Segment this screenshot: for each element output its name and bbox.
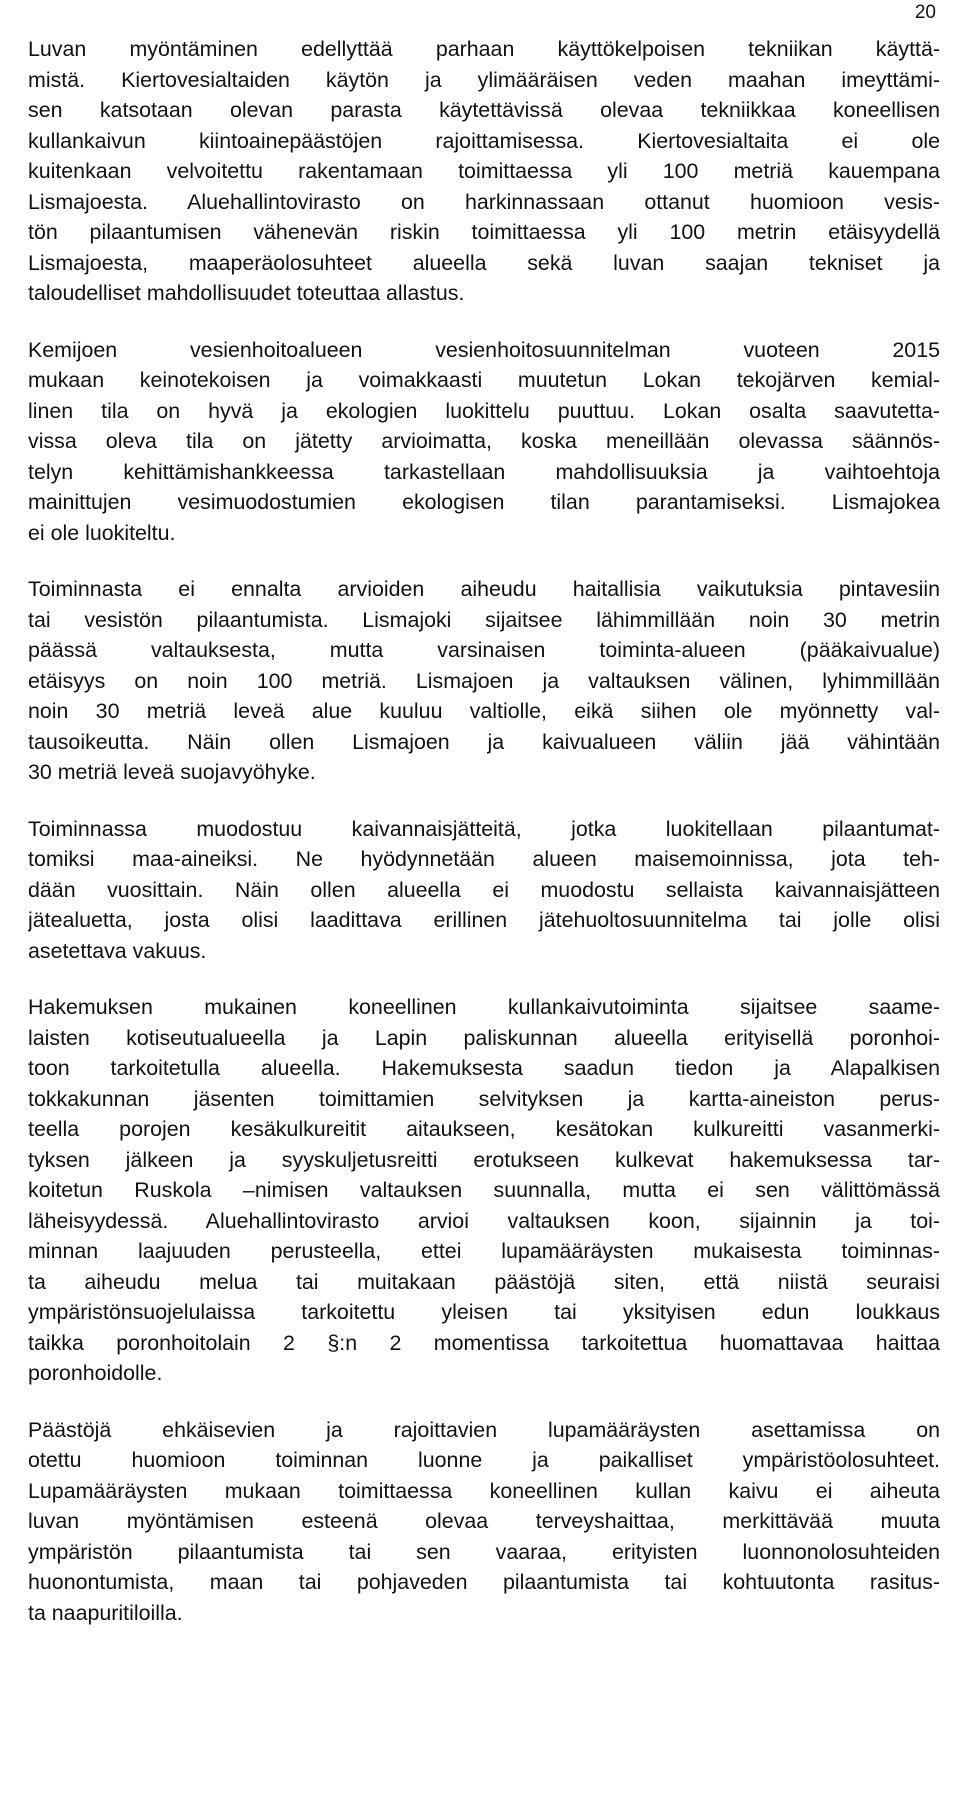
text-line: päässä valtauksesta, mutta varsinaisen toiminta-alueen (pääkaivualue): [28, 638, 940, 662]
text-line: teella porojen kesäkulkureitit aitaukseen, kesätokan kulkureitti vasanmerki-: [28, 1117, 940, 1141]
text-line: ta aiheudu melua tai muitakaan päästöjä siten, että niistä seuraisi: [28, 1269, 940, 1294]
text-line: toon tarkoitetulla alueella. Hakemuksesta saadun tiedon ja Alapalkisen: [28, 1056, 940, 1080]
text-line: taloudelliset mahdollisuudet toteuttaa allastus.: [28, 281, 465, 305]
text-line: telyn kehittämishankkeessa tarkastellaan mahdollisuuksia ja vaihtoehtoja: [28, 459, 940, 484]
text-line: dään vuosittain. Näin ollen alueella ei muodostu sellaista kaivannaisjätteen: [28, 877, 940, 902]
text-line: Lismajoesta. Aluehallintovirasto on harkinnassaan ottanut huomioon vesis-: [28, 189, 940, 214]
text-line: huonontumista, maan tai pohjaveden pilaantumista tai kohtuutonta rasitus-: [28, 1570, 940, 1594]
text-line: ympäristön pilaantumista tai sen vaaraa, erityisten luonnonolosuhteiden: [28, 1539, 940, 1564]
text-line: otettu huomioon toiminnan luonne ja paikalliset ympäristöolosuhteet.: [28, 1448, 940, 1472]
text-line: 30 metriä leveä suojavyöhyke.: [28, 760, 316, 784]
text-line: Toiminnassa muodostuu kaivannaisjätteitä, jotka luokitellaan pilaantumat-: [28, 816, 940, 841]
text-line: ei ole luokiteltu.: [28, 520, 176, 545]
text-line: Päästöjä ehkäisevien ja rajoittavien lupamääräysten asettamissa on: [28, 1417, 940, 1442]
document-body: [28, 34, 940, 1654]
text-line: Lupamääräysten mukaan toimittaessa koneellinen kullan kaivu ei aiheuta: [28, 1478, 940, 1503]
page-number: 20: [914, 2, 936, 23]
text-line: kuitenkaan velvoitettu rakentamaan toimittaessa yli 100 metriä kauempana: [28, 159, 940, 183]
text-line: kullankaivun kiintoainepäästöjen rajoittamisessa. Kiertovesialtaita ei ole: [28, 128, 940, 153]
text-line: tomiksi maa-aineiksi. Ne hyödynnetään alueen maisemoinnissa, jota teh-: [28, 847, 940, 871]
text-line: luvan myöntämisen esteenä olevaa terveyshaittaa, merkittävää muuta: [28, 1509, 940, 1533]
text-line: asetettava vakuus.: [28, 938, 207, 963]
paragraph: [28, 335, 940, 549]
text-line: etäisyys on noin 100 metriä. Lismajoen ja valtauksen välinen, lyhimmillään: [28, 668, 940, 693]
text-line: tön pilaantumisen vähenevän riskin toimittaessa yli 100 metrin etäisyydellä: [28, 220, 940, 244]
paragraph: [28, 814, 940, 967]
paragraph: [28, 1415, 940, 1629]
text-line: ympäristönsuojelulaissa tarkoitettu yleisen tai yksityisen edun loukkaus: [28, 1300, 940, 1324]
text-line: poronhoidolle.: [28, 1361, 163, 1385]
text-line: minnan laajuuden perusteella, ettei lupamääräysten mukaisesta toiminnas-: [28, 1239, 940, 1263]
text-line: koitetun Ruskola –nimisen valtauksen suunnalla, mutta ei sen välittömässä: [28, 1178, 940, 1202]
paragraph: [28, 992, 940, 1389]
text-line: mistä. Kiertovesialtaiden käytön ja ylimääräisen veden maahan imeyttämi-: [28, 67, 940, 92]
text-line: Hakemuksen mukainen koneellinen kullankaivutoiminta sijaitsee saame-: [28, 995, 940, 1019]
text-line: mukaan keinotekoisen ja voimakkaasti muutetun Lokan tekojärven kemial-: [28, 368, 940, 392]
text-line: tyksen jälkeen ja syyskuljetusreitti erotukseen kulkevat hakemuksessa tar-: [28, 1147, 940, 1172]
text-line: Kemijoen vesienhoitoalueen vesienhoitosuunnitelman vuoteen 2015: [28, 337, 940, 362]
paragraph: [28, 574, 940, 788]
text-line: tausoikeutta. Näin ollen Lismajoen ja kaivualueen väliin jää vähintään: [28, 729, 940, 754]
text-line: ta naapuritiloilla.: [28, 1600, 183, 1625]
text-line: mainittujen vesimuodostumien ekologisen tilan parantamiseksi. Lismajokea: [28, 490, 940, 514]
text-line: sen katsotaan olevan parasta käytettävissä olevaa tekniikkaa koneellisen: [28, 98, 940, 122]
text-line: Toiminnasta ei ennalta arvioiden aiheudu haitallisia vaikutuksia pintavesiin: [28, 577, 940, 601]
text-line: jätealuetta, josta olisi laadittava erillinen jätehuoltosuunnitelma tai jolle olisi: [28, 908, 940, 932]
text-line: laisten kotiseutualueella ja Lapin paliskunnan alueella erityisellä poronhoi-: [28, 1025, 940, 1050]
text-line: Luvan myöntäminen edellyttää parhaan käyttökelpoisen tekniikan käyttä-: [28, 37, 940, 61]
paragraph: [28, 34, 940, 309]
text-line: vissa oleva tila on jätetty arvioimatta, koska meneillään olevassa säännös-: [28, 429, 940, 453]
text-line: noin 30 metriä leveä alue kuuluu valtiolle, eikä siihen ole myönnetty val-: [28, 699, 940, 723]
text-line: tokkakunnan jäsenten toimittamien selvityksen ja kartta-aineiston perus-: [28, 1086, 940, 1111]
text-line: läheisyydessä. Aluehallintovirasto arvioi valtauksen koon, sijainnin ja toi-: [28, 1208, 940, 1233]
text-line: linen tila on hyvä ja ekologien luokittelu puuttuu. Lokan osalta saavutetta-: [28, 398, 940, 423]
text-line: taikka poronhoitolain 2 §:n 2 momentissa tarkoitettua huomattavaa haittaa: [28, 1330, 940, 1355]
text-line: Lismajoesta, maaperäolosuhteet alueella sekä luvan saajan tekniset ja: [28, 250, 940, 275]
text-line: tai vesistön pilaantumista. Lismajoki sijaitsee lähimmillään noin 30 metrin: [28, 607, 940, 632]
